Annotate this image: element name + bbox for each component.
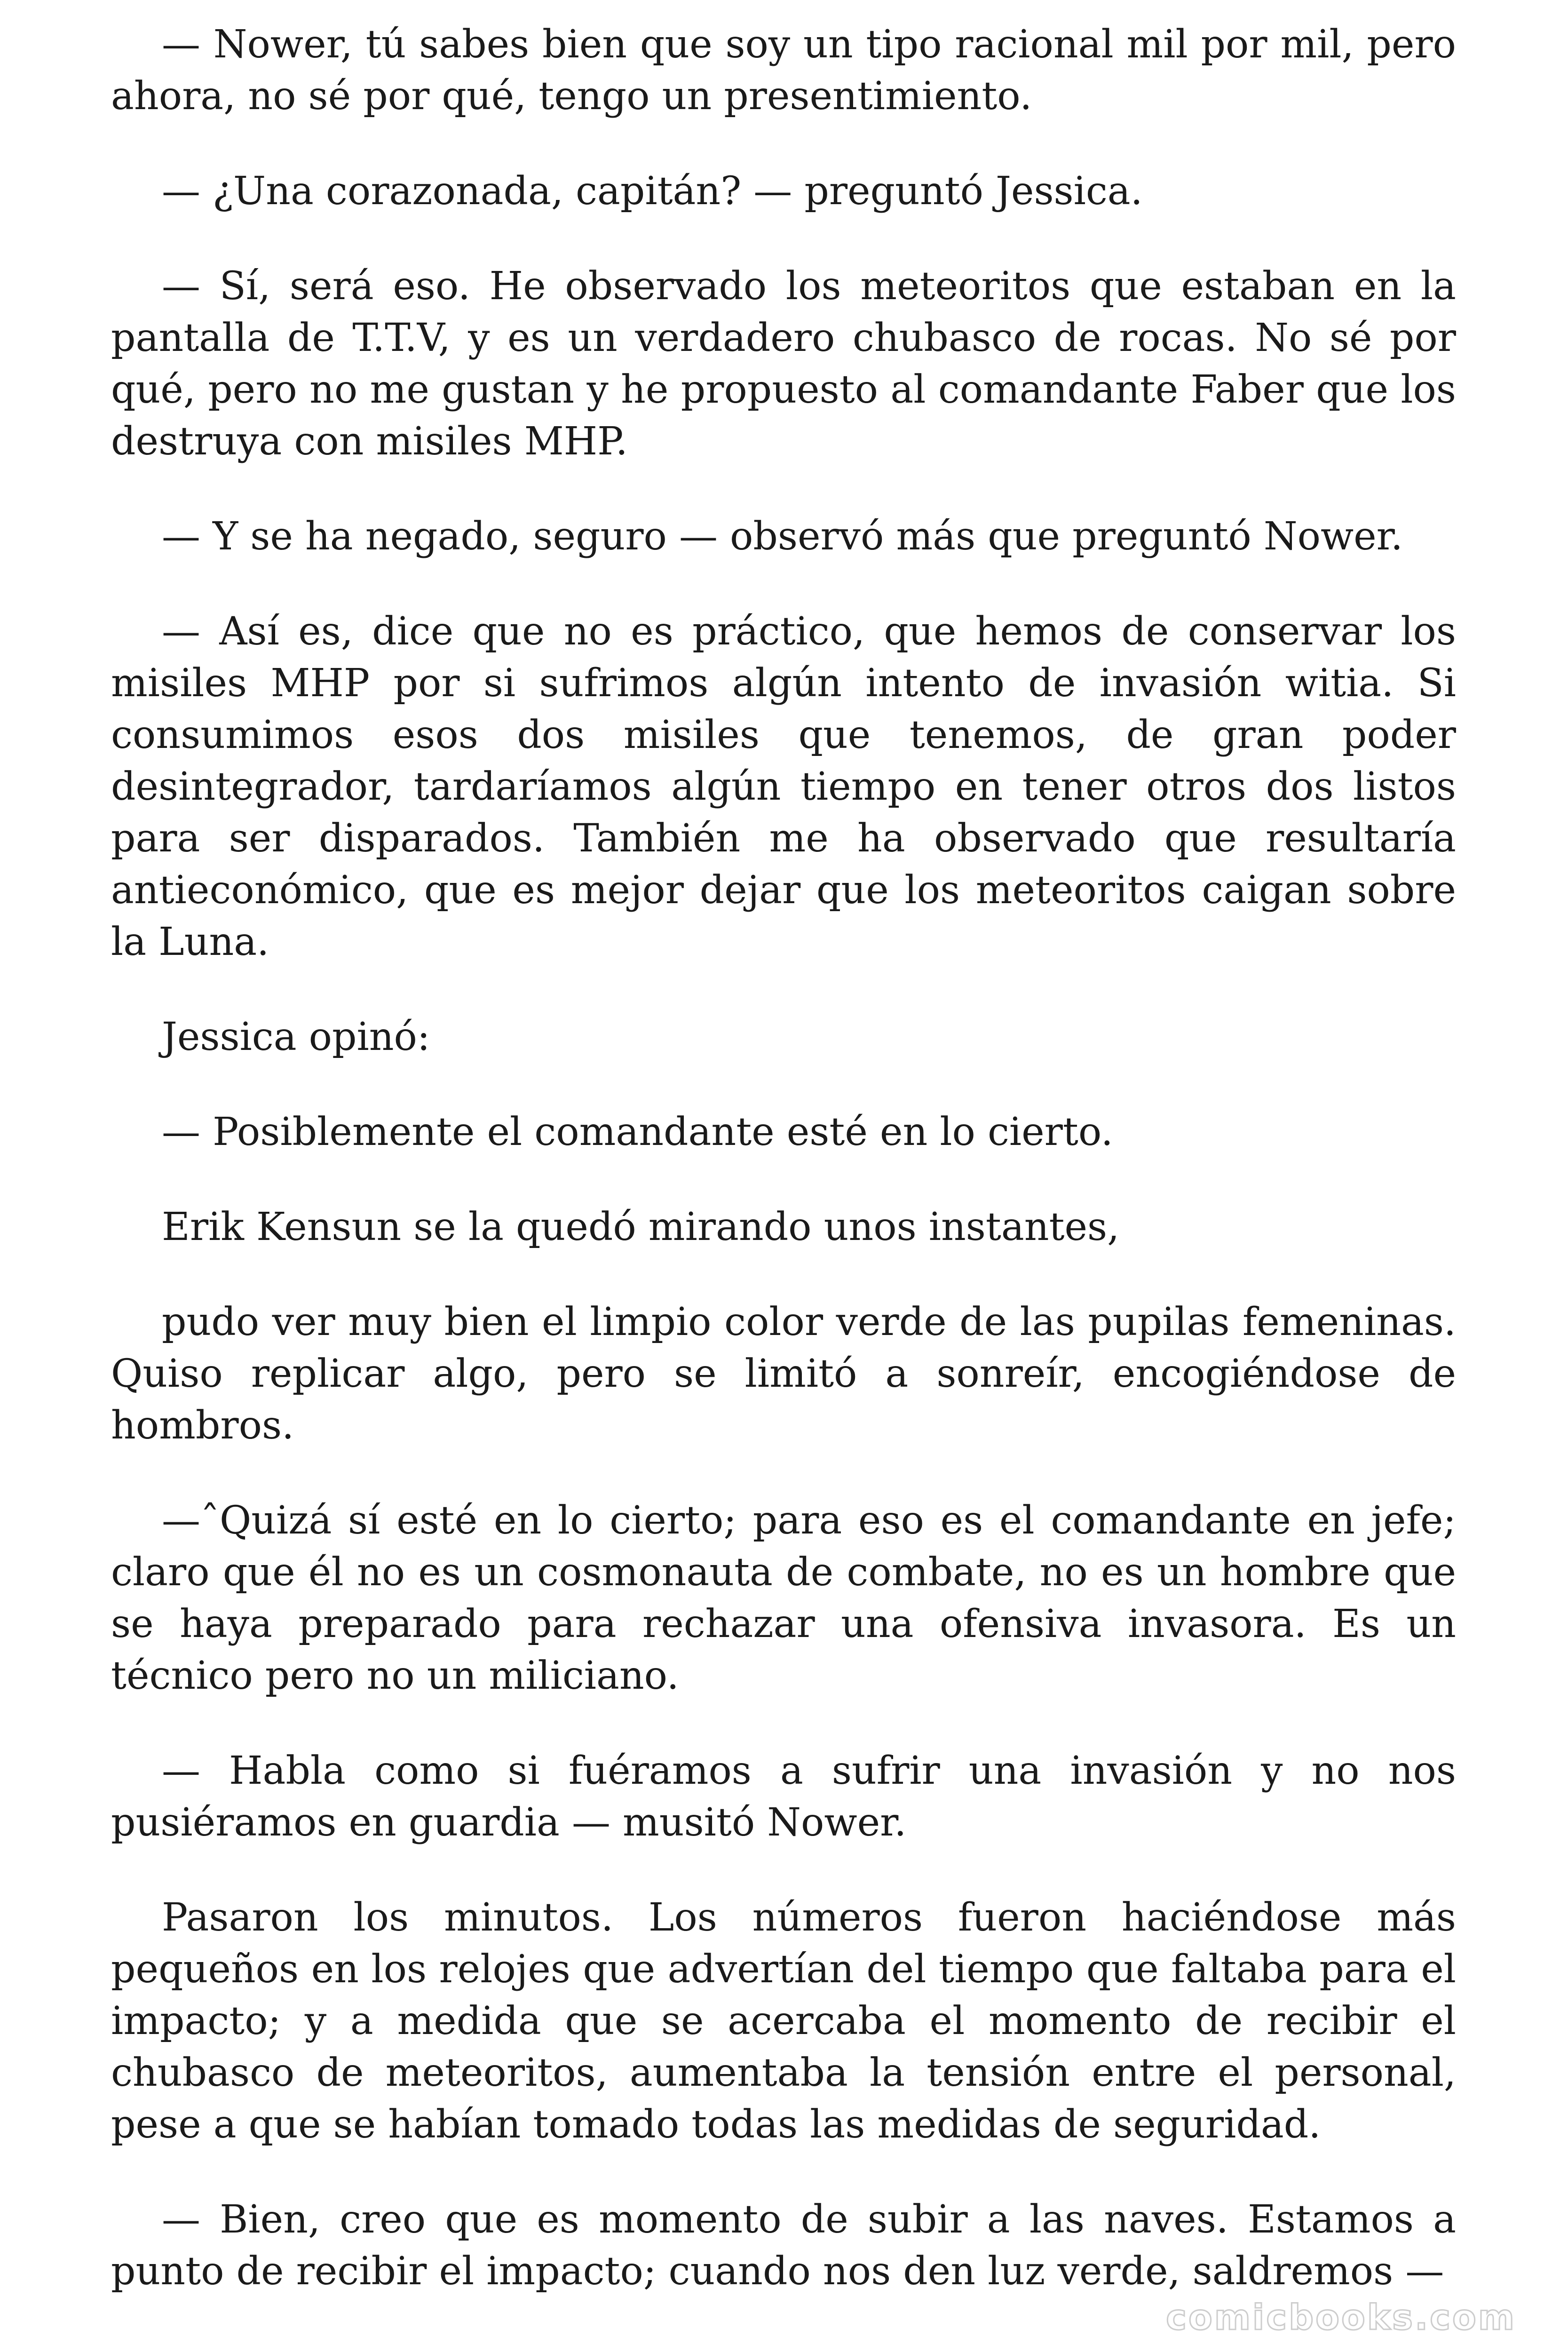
- paragraph: Pasaron los minutos. Los números fueron haciéndose más pequeños en los relojes que advertían del tiempo que faltaba para el impacto; y a medida que se acercaba el momento de recibir el chubasco de meteoritos, aumentaba la tensión entre el personal, pese a que se habían tomado todas las medidas de seguridad.: [111, 1895, 1456, 2147]
- paragraph: — Posiblemente el comandante esté en lo cierto.: [162, 1110, 1113, 1154]
- document-page: [111, 19, 1456, 2341]
- paragraph: — Nower, tú sabes bien que soy un tipo racional mil por mil, pero ahora, no sé por qué, tengo un presentimiento.: [111, 22, 1456, 119]
- paragraph: — Habla como si fuéramos a sufrir una invasión y no nos pusiéramos en guardia — musitó Nower.: [111, 1748, 1456, 1845]
- paragraph: — Así es, dice que no es práctico, que hemos de conservar los misiles MHP por si sufrimos algún intento de invasión witia. Si consumimos esos dos misiles que tenemos, de gran poder desintegrador, tardaríamos algún tiempo en tener otros dos listos para ser disparados. También me ha observado que resultaría antieconómico, que es mejor dejar que los meteoritos caigan sobre la Luna.: [111, 609, 1456, 964]
- watermark: comicbooks.com: [1166, 2297, 1516, 2338]
- paragraph: — Bien, creo que es momento de subir a las naves. Estamos a punto de recibir el impacto; cuando nos den luz verde, saldremos —: [111, 2197, 1456, 2294]
- paragraph: Erik Kensun se la quedó mirando unos instantes,: [162, 1205, 1120, 1249]
- paragraph: pudo ver muy bien el limpio color verde de las pupilas femeninas. Quiso replicar algo, pero se limitó a sonreír, encogiéndose de hombros.: [111, 1300, 1456, 1448]
- paragraph: — Sí, será eso. He observado los meteoritos que estaban en la pantalla de T.T.V, y es un verdadero chubasco de rocas. No sé por qué, pero no me gustan y he propuesto al comandante Faber que los destruya con misiles MHP.: [111, 264, 1456, 464]
- paragraph: — Y se ha negado, seguro — observó más que preguntó Nower.: [162, 514, 1403, 559]
- paragraph: — ¿Una corazonada, capitán? — preguntó Jessica.: [162, 169, 1143, 214]
- paragraph: Jessica opinó:: [162, 1015, 430, 1059]
- paragraph: —ˆQuizá sí esté en lo cierto; para eso es el comandante en jefe; claro que él no es un cosmonauta de combate, no es un hombre que se haya preparado para rechazar una ofensiva invasora. Es un técnico pero no un miliciano.: [111, 1498, 1456, 1698]
